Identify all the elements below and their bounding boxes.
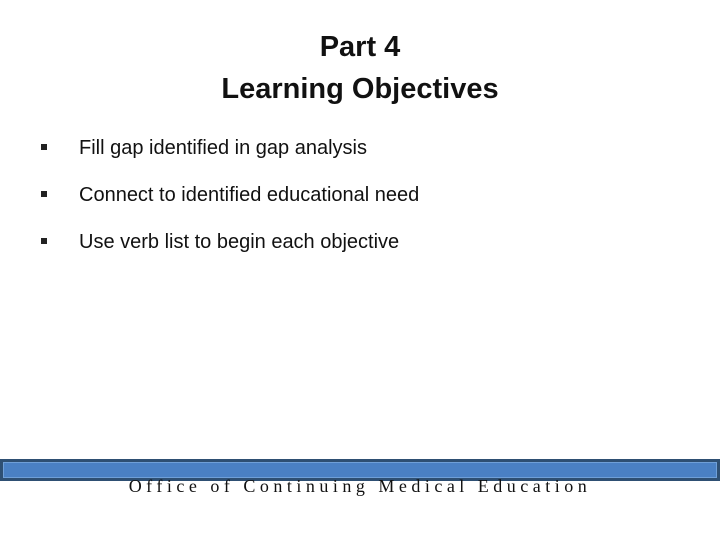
square-bullet-icon — [41, 191, 47, 197]
square-bullet-icon — [41, 238, 47, 244]
bullet-item — [0, 130, 720, 177]
bullet-text: Fill gap identified in gap analysis — [79, 137, 367, 159]
square-bullet-icon — [41, 144, 47, 150]
slide-title — [0, 26, 720, 110]
bullet-item — [0, 177, 720, 224]
bullet-list — [0, 130, 720, 271]
title-line-part: Part 4 — [319, 31, 401, 63]
footer-org-name: Office of Continuing Medical Education — [128, 476, 592, 496]
bullet-text: Connect to identified educational need — [79, 184, 420, 206]
bullet-text: Use verb list to begin each objective — [79, 231, 400, 253]
title-line-topic: Learning Objectives — [221, 73, 499, 105]
bullet-item — [0, 224, 720, 271]
